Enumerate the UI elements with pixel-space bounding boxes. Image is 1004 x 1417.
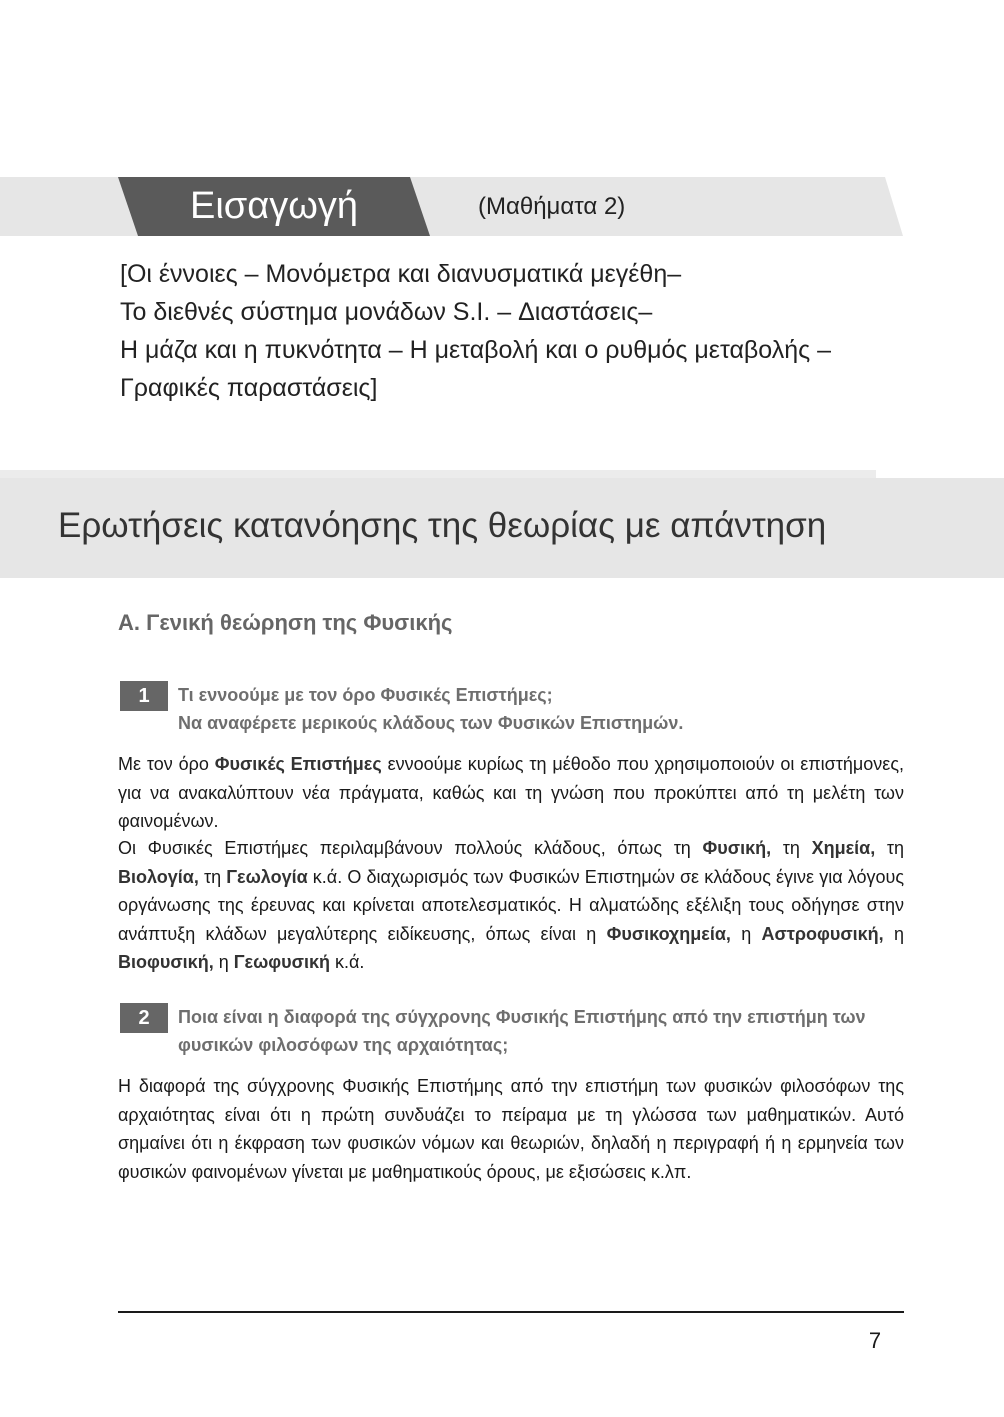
bold-term: Βιολογία, — [118, 866, 199, 887]
subsection-heading: Α. Γενική θεώρηση της Φυσικής — [118, 610, 453, 635]
question-line: φυσικών φιλοσόφων της αρχαιότητας; — [178, 1035, 509, 1055]
question-line: Να αναφέρετε μερικούς κλάδους των Φυσικών Επιστημών. — [178, 713, 684, 733]
bold-term: Αστροφυσική, — [761, 923, 884, 944]
bold-term: Γεωλογία — [226, 866, 308, 887]
question-number-badge: 2 — [120, 1003, 168, 1033]
question-number-badge: 1 — [120, 681, 168, 711]
footer-rule — [118, 1311, 904, 1313]
question-line: Ποια είναι η διαφορά της σύγχρονης Φυσικής Επιστήμης από την επιστήμη των — [178, 1007, 866, 1027]
chapter-title: Εισαγωγή — [189, 185, 358, 227]
topic-line: Το διεθνές σύστημα μονάδων S.I. – Διαστάσεις– — [120, 298, 653, 326]
bold-term: Βιοφυσική, — [118, 952, 214, 972]
answer-paragraph: Οι Φυσικές Επιστήμες περιλαμβάνουν πολλούς κλάδους, όπως τη Φυσική, τη Χημεία, τη Βιολογία, τη Γεωλογία κ.ά. Ο διαχωρισμός των Φυσικών Επιστημών σε κλάδους έγινε για λόγους οργάνωσης της έρευνας και κρίνεται αποτελεσματικός. Η αλματώδης εξέλιξη τους οδήγησε στην ανάπτυξη κλάδων μεγαλύτερης ειδίκευσης, όπως είναι η Φυσικοχημεία, η Αστροφυσική, η Βιοφυσική, η Γεωφυσική κ.ά. — [118, 838, 905, 972]
bold-term: Φυσική, — [702, 838, 772, 858]
topic-line: [Οι έννοιες – Μονόμετρα και διανυσματικά μεγέθη– — [120, 260, 682, 288]
answer-paragraph: Η διαφορά της σύγχρονης Φυσικής Επιστήμης από την επιστήμη των φυσικών φιλοσόφων της αρχαιότητας είναι ότι η πρώτη συνδυάζει το πείραμα με τη γλώσσα των μαθηματικών. Αυτό σημαίνει ότι η έκφραση των φυσικών νόμων και θεωριών, δηλαδή η περιγραφή ή η ερμηνεία των φυσικών φαινομένων γίνεται με μαθηματικούς όρους, με εξισώσεις κ.λπ. — [118, 1076, 904, 1182]
chapter-topics — [120, 255, 900, 407]
page-number: 7 — [868, 1328, 882, 1353]
question-line: Τι εννοούμε με τον όρο Φυσικές Επιστήμες; — [178, 685, 553, 705]
section-title: Ερωτήσεις κατανόησης της θεωρίας με απάντηση — [58, 506, 827, 545]
answer-paragraph: Με τον όρο Φυσικές Επιστήμες εννοούμε κυρίως τη μέθοδο που χρησιμοποιούν οι επιστήμονες, για να ανακαλύπτουν νέα πράγματα, καθώς και τη γνώση που προκύπτει από τη μελέτη των φαινομένων. — [118, 754, 904, 831]
topic-line: Η μάζα και η πυκνότητα – Η μεταβολή και ο ρυθμός μεταβολής – — [120, 336, 832, 364]
question-text — [178, 1003, 908, 1059]
chapter-subtitle: (Μαθήματα 2) — [478, 193, 626, 220]
topic-line: Γραφικές παραστάσεις] — [120, 374, 378, 402]
bold-term: Γεωφυσική — [233, 952, 330, 972]
bold-term: Φυσικοχημεία, — [606, 923, 731, 944]
bold-term: Χημεία, — [811, 838, 876, 858]
bold-term: Φυσικές Επιστήμες — [214, 754, 382, 774]
question-text — [178, 681, 908, 737]
